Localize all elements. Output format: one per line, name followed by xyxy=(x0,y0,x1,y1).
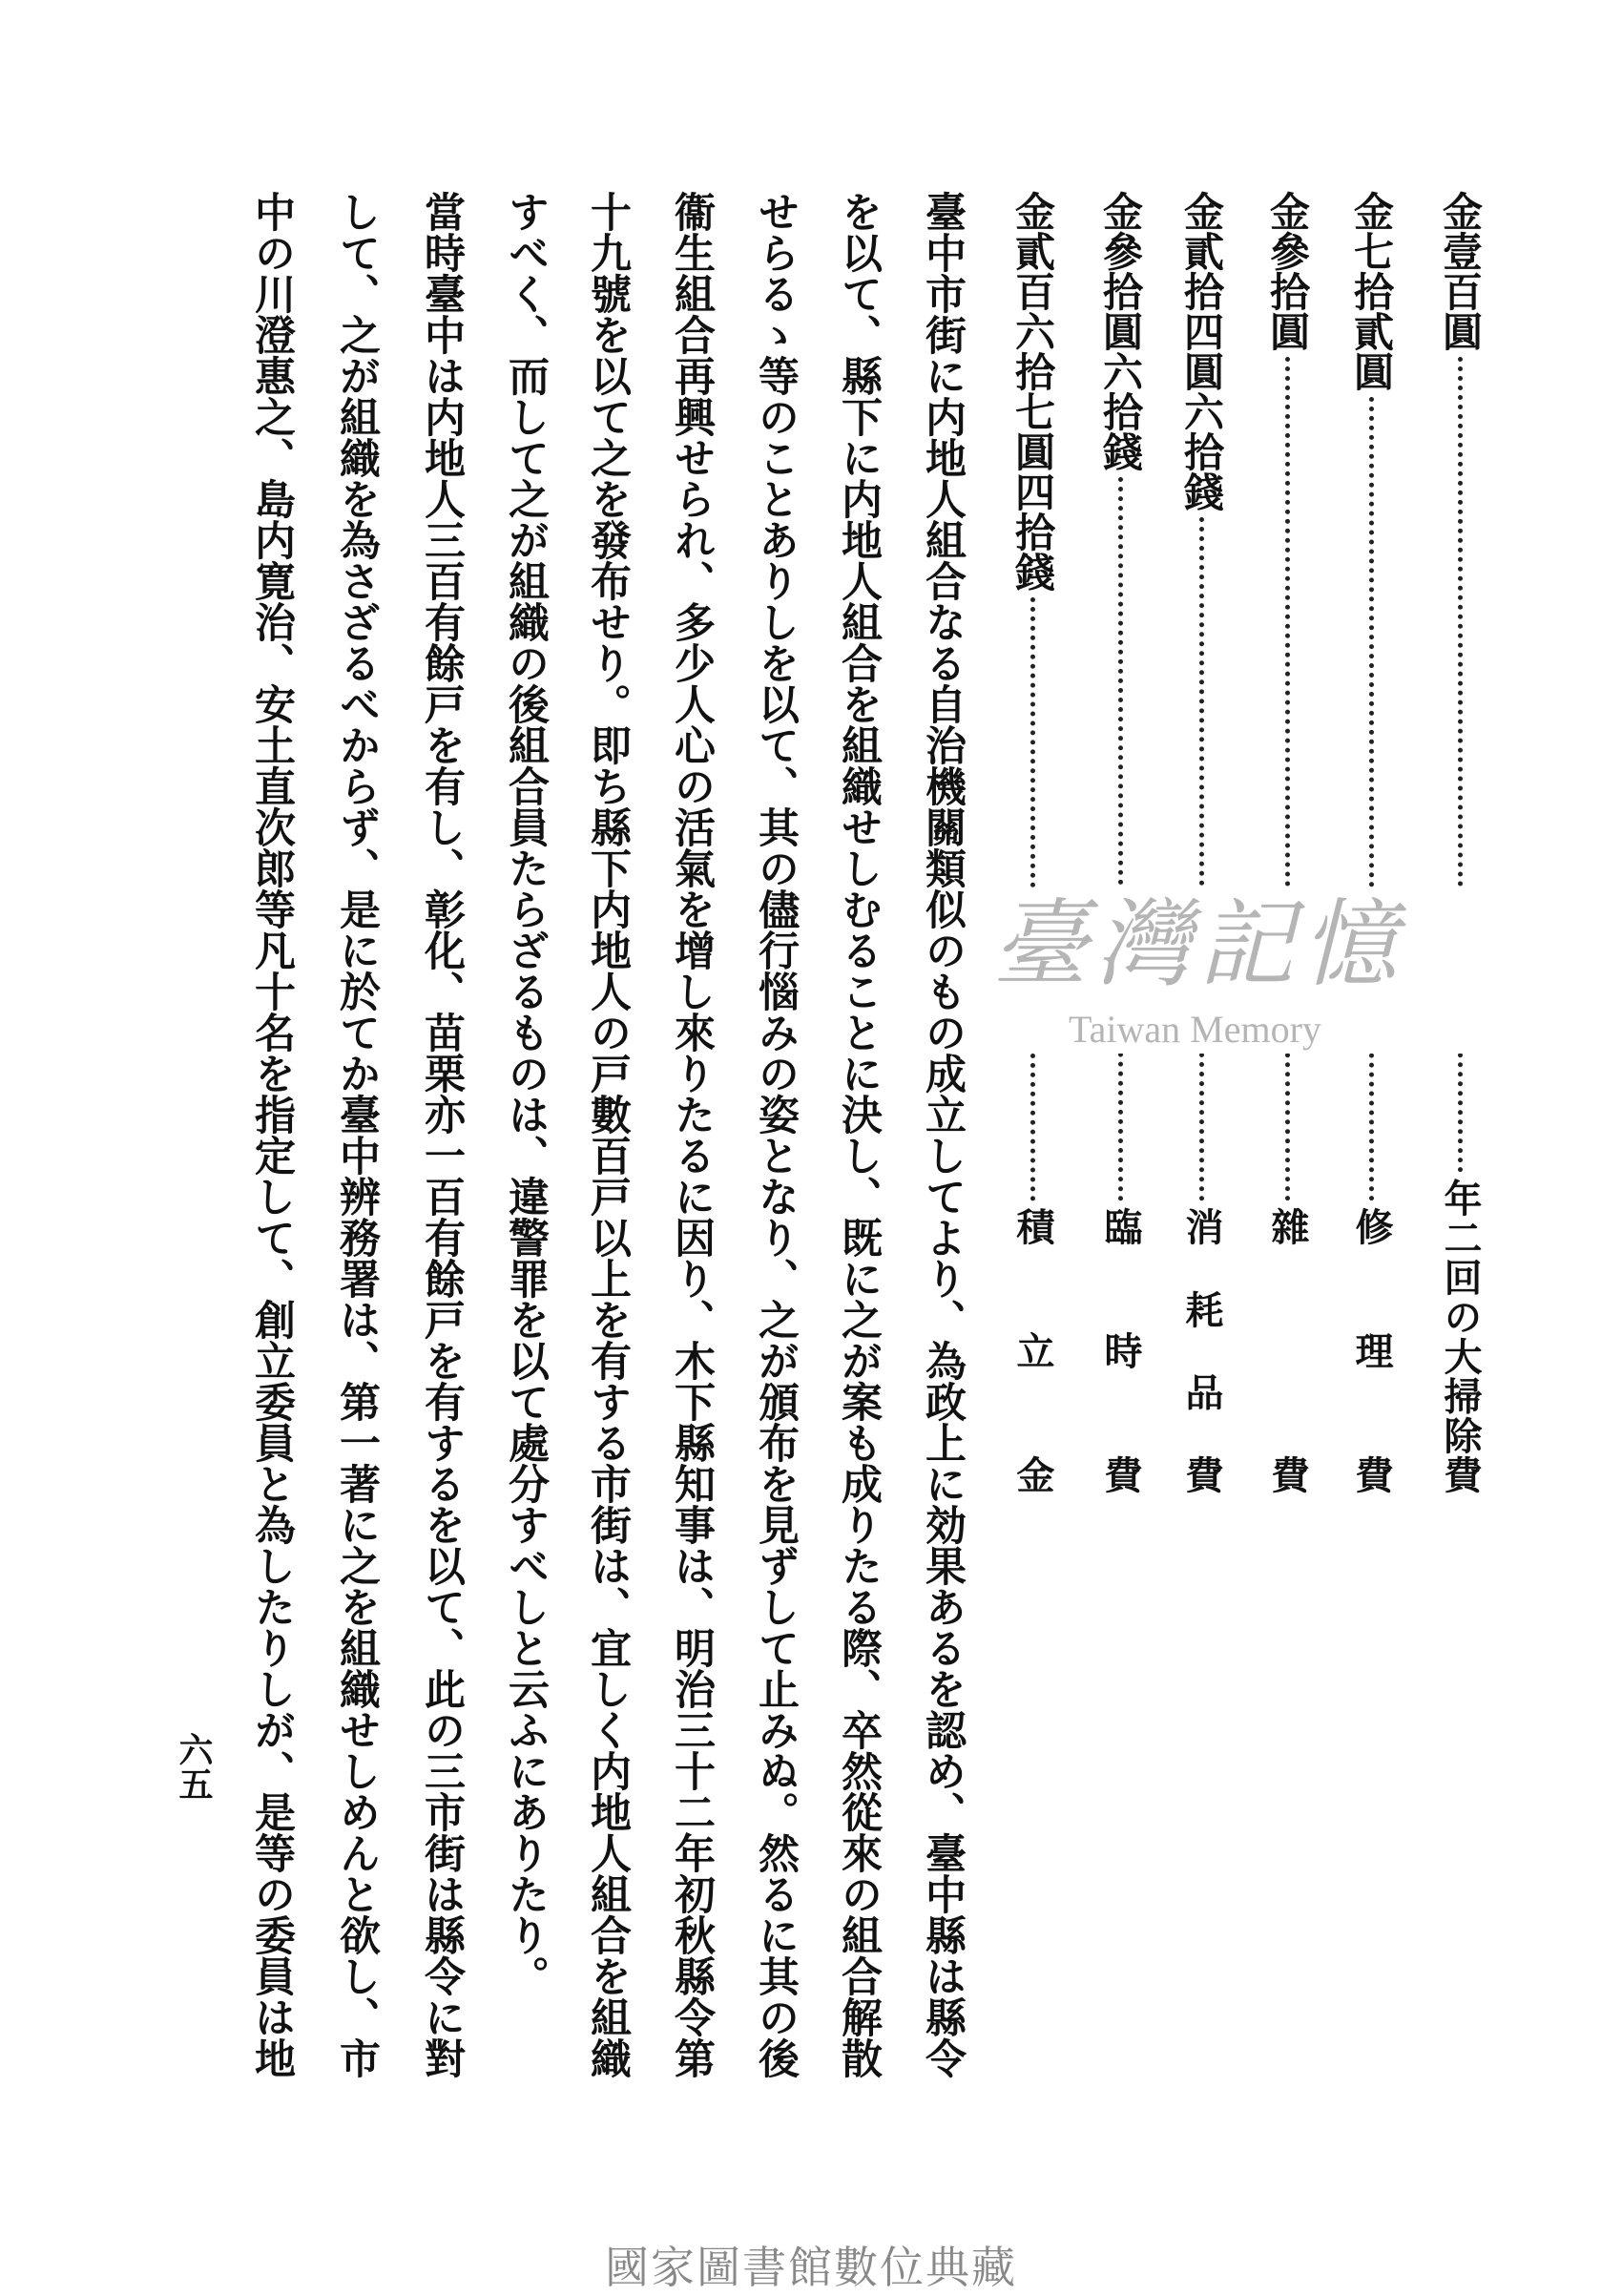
entry-amount: 金貳拾四圓六拾錢 xyxy=(1178,191,1225,511)
entry-item: 臨時費 xyxy=(1098,1207,1143,1493)
ledger-entry xyxy=(1436,191,1484,1493)
dotted-leader xyxy=(1369,397,1374,1201)
ledger-entry xyxy=(1096,191,1144,1493)
entry-item: 年二回の大掃除費 xyxy=(1438,1179,1483,1493)
ledger-entry xyxy=(1177,191,1225,1493)
page-number: 六五 xyxy=(174,1732,214,1801)
entry-amount: 金參拾圓六拾錢 xyxy=(1097,191,1144,471)
body-column: せらるゝ等のことありしを以て、其の儘行惱みの姿となり、之が頒布を見ずして止みぬ。然るに其の後 xyxy=(752,191,800,2078)
entry-item: 積立金 xyxy=(1010,1207,1055,1493)
watermark-en: Taiwan Memory xyxy=(1069,1008,1321,1051)
entry-amount: 金貳百六拾七圓四拾錢 xyxy=(1009,191,1056,592)
dotted-leader xyxy=(1285,357,1290,1201)
body-column: 中の川澄惠之、島内寛治、安土直次郎等凡十名を指定して、創立委員と為したりしが、是等の委員は地 xyxy=(248,191,296,2078)
dotted-leader xyxy=(1199,517,1204,1201)
ledger-entry xyxy=(1347,191,1395,1493)
ledger-entry xyxy=(1009,191,1056,1493)
watermark-logo xyxy=(992,887,1488,1054)
entry-item: 雜費 xyxy=(1265,1207,1310,1493)
dotted-leader xyxy=(1118,477,1123,1201)
body-column: 當時臺中は内地人三百有餘戸を有し、彰化、苗栗亦一百有餘戸を有するを以て、此の三市街は縣令に對 xyxy=(418,191,466,2078)
dotted-leader xyxy=(1030,597,1035,1201)
footer-credit: 國家圖書館數位典藏 xyxy=(605,2242,1017,2293)
body-column: して、之が組織を為さざるべからず、是に於てか臺中辨務署は、第一著に之を組織せしめんと欲し、市 xyxy=(333,191,381,2078)
body-column: を以て、縣下に内地人組合を組織せしむることに決し、既に之が案も成りたる際、卒然從來の組合解散 xyxy=(835,191,883,2078)
body-column: 臺中市街に内地人組合なる自治機關類似のもの成立してより、為政上に効果あるを認め、臺中縣は縣令 xyxy=(919,191,967,2078)
watermark-cn: 臺灣記憶 xyxy=(992,888,1404,1000)
body-column: 十九號を以て之を發布せり。即ち縣下内地人の戸數百戸以上を有する市街は、宜しく内地人組合を組織 xyxy=(584,191,632,2078)
ledger-entry xyxy=(1263,191,1311,1493)
entry-amount: 金參拾圓 xyxy=(1264,191,1311,351)
entry-item: 消耗品費 xyxy=(1179,1207,1224,1493)
dotted-leader xyxy=(1458,357,1463,1173)
entry-amount: 金壹百圓 xyxy=(1437,191,1484,351)
entry-amount: 金七拾貳圓 xyxy=(1348,191,1395,391)
entry-item: 修理費 xyxy=(1349,1207,1394,1493)
body-column: すべく、而して之が組織の後組合員たらざるものは、違警罪を以て處分すべしと云ふにありたり。 xyxy=(502,191,550,1996)
body-column: 衞生組合再興せられ、多少人心の活氣を增し來りたるに因り、木下縣知事は、明治三十二年初秋縣令第 xyxy=(668,191,716,2078)
